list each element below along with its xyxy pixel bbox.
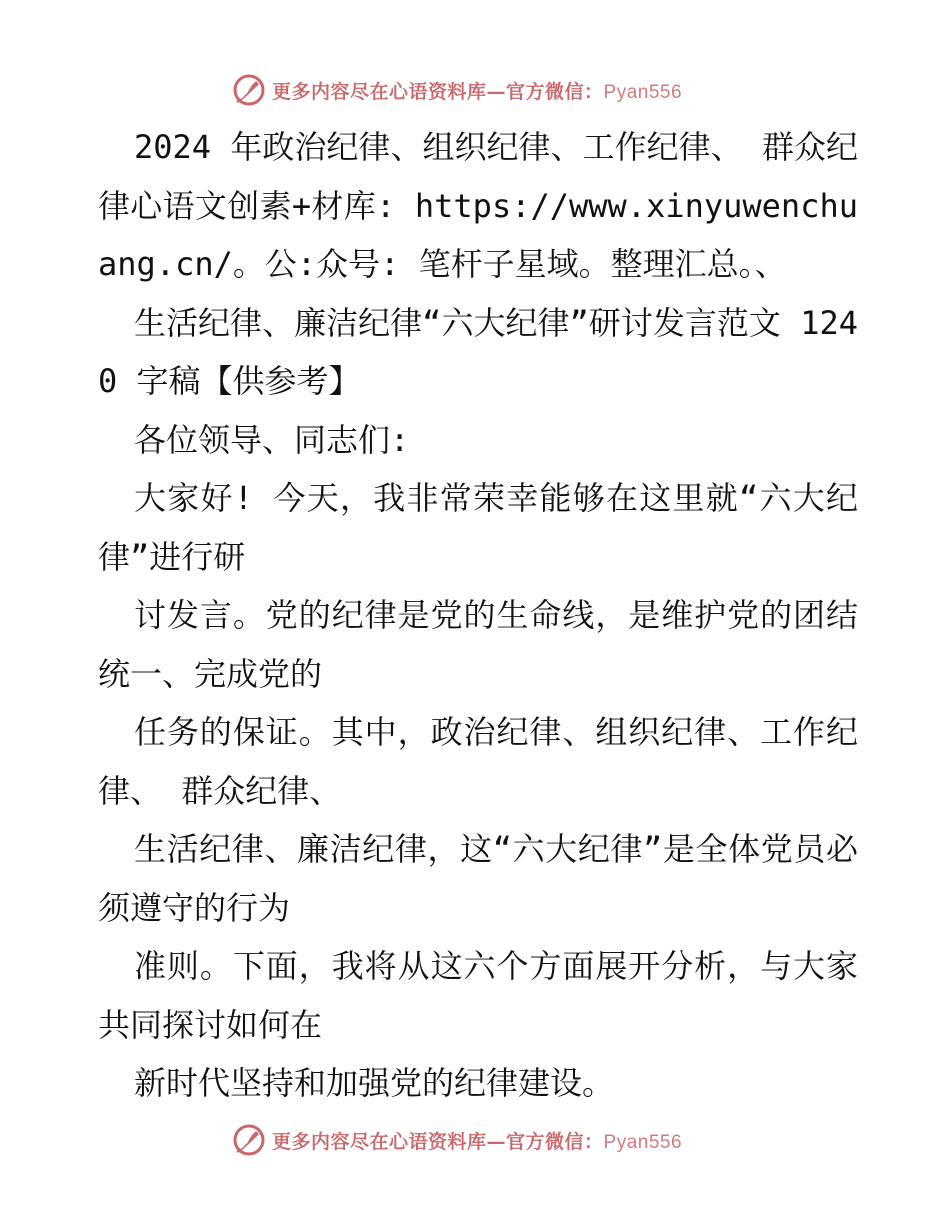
- banner-text: [272, 1127, 682, 1154]
- paragraph: 任务的保证。其中，政治纪律、组织纪律、工作纪律、 群众纪律、: [98, 713, 858, 810]
- paragraph: 生活纪律、廉洁纪律，这“六大纪律”是全体党员必须遵守的行为: [98, 830, 858, 927]
- pen-nib-logo-icon: [232, 1123, 266, 1157]
- wechat-id: Pyan556: [603, 81, 683, 103]
- paragraph: 各位领导、同志们:: [134, 420, 410, 459]
- paragraph: 大家好! 今天，我非常荣幸能够在这里就“六大纪律”进行研: [98, 479, 858, 576]
- document-body: [98, 118, 858, 1113]
- footer-banner: [232, 1120, 682, 1160]
- pen-nib-logo-icon: [232, 73, 266, 107]
- wechat-id: Pyan556: [603, 1131, 683, 1153]
- paragraph: 讨发言。党的纪律是党的生命线，是维护党的团结统一、完成党的: [98, 596, 858, 693]
- banner-text: [272, 77, 682, 104]
- banner-caption: 更多内容尽在心语资料库—官方微信：: [272, 1130, 604, 1153]
- paragraph: 准则。下面，我将从这六个方面展开分析，与大家共同探讨如何在: [98, 947, 858, 1044]
- paragraph: 生活纪律、廉洁纪律“六大纪律”研讨发言范文 1240 字稿【供参考】: [98, 303, 858, 400]
- banner-caption: 更多内容尽在心语资料库—官方微信：: [272, 80, 604, 103]
- header-banner: [232, 70, 682, 110]
- paragraph: 2024 年政治纪律、组织纪律、工作纪律、 群众纪律心语文创素+材库: https://www.xinyuwenchuang.cn/。公:众号: 笔杆子星域。整理汇总。、: [98, 128, 858, 283]
- paragraph: 新时代坚持和加强党的纪律建设。: [134, 1064, 615, 1102]
